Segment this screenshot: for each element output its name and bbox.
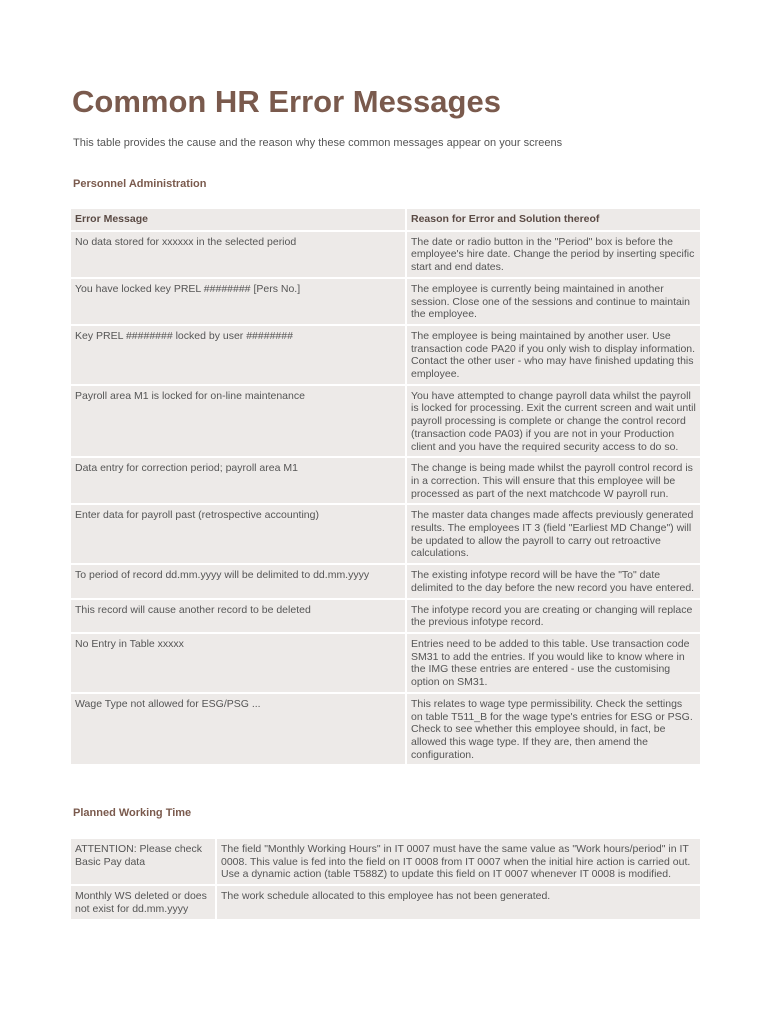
error-message-cell: Key PREL ######## locked by user ######## [70,325,406,385]
table-row [70,504,701,564]
reason-cell: The employee is currently being maintained in another session. Close one of the sessions and continue to maintain the employee. [406,278,701,325]
reason-cell: The field "Monthly Working Hours" in IT 0007 must have the same value as "Work hours/period" in IT 0008. This value is fed into the field on IT 0008 from IT 0007 when the initial hire action is carried out. Use a dynamic action (table T588Z) to update this field on IT 0007 whenever IT 0008 is modified. [216,838,701,885]
reason-cell: The change is being made whilst the payroll control record is in a correction. This will ensure that this employee will be processed as part of the next matchcode W payroll run. [406,457,701,504]
reason-cell: Entries need to be added to this table. Use transaction code SM31 to add the entries. If you would like to know where in the IMG these entries are entered - use the customising option on SM31. [406,633,701,693]
reason-cell: The existing infotype record will be have the "To" date delimited to the day before the new record you have entered. [406,564,701,598]
table-row [70,325,701,385]
planned-working-time-table [69,837,702,921]
error-message-cell: No Entry in Table xxxxx [70,633,406,693]
table-row [70,564,701,598]
reason-cell: The date or radio button in the "Period" box is before the employee's hire date. Change the period by inserting specific start and end dates. [406,231,701,278]
column-header-error-message: Error Message [70,208,406,231]
table-row [70,599,701,633]
table-row [70,278,701,325]
reason-cell: You have attempted to change payroll data whilst the payroll is locked for processing. Exit the current screen and wait until payroll processing is complete or change the control record (transaction code PA03) if you are not in your Production client and you have the required security access to do so. [406,385,701,458]
error-message-cell: Payroll area M1 is locked for on-line maintenance [70,385,406,458]
reason-cell: The work schedule allocated to this employee has not been generated. [216,885,701,919]
reason-cell: The employee is being maintained by another user. Use transaction code PA20 if you only wish to display information. Contact the other user - who may have finished updating this employee. [406,325,701,385]
error-message-cell: This record will cause another record to be deleted [70,599,406,633]
page-subtitle: This table provides the cause and the reason why these common messages appear on your screens [73,137,563,149]
section-heading-planned-working-time: Planned Working Time [73,807,192,819]
personnel-administration-table [69,207,702,766]
table-row [70,693,701,766]
table-row [70,231,701,278]
error-message-cell: ATTENTION: Please check Basic Pay data [70,838,216,885]
reason-cell: The master data changes made affects previously generated results. The employees IT 3 (field "Earliest MD Change") will be updated to allow the payroll to carry out retroactive calculations. [406,504,701,564]
error-message-cell: Enter data for payroll past (retrospective accounting) [70,504,406,564]
error-message-cell: To period of record dd.mm.yyyy will be delimited to dd.mm.yyyy [70,564,406,598]
table-row [70,457,701,504]
reason-cell: The infotype record you are creating or changing will replace the previous infotype record. [406,599,701,633]
error-message-cell: Monthly WS deleted or does not exist for dd.mm.yyyy [70,885,216,919]
table-row [70,385,701,458]
column-header-reason: Reason for Error and Solution thereof [406,208,701,231]
error-message-cell: Data entry for correction period; payroll area M1 [70,457,406,504]
error-message-cell: You have locked key PREL ######## [Pers No.] [70,278,406,325]
error-message-cell: No data stored for xxxxxx in the selected period [70,231,406,278]
table-row [70,838,701,885]
table-row [70,633,701,693]
table-row [70,885,701,919]
section-heading-personnel-administration: Personnel Administration [73,178,207,190]
reason-cell: This relates to wage type permissibility. Check the settings on table T511_B for the wage type's entries for ESG or PSG. Check to see whether this employee should, in fact, be allowed this wage type. If they are, then amend the configuration. [406,693,701,766]
table-header-row [70,208,701,231]
page-title: Common HR Error Messages [72,84,501,119]
error-message-cell: Wage Type not allowed for ESG/PSG ... [70,693,406,766]
